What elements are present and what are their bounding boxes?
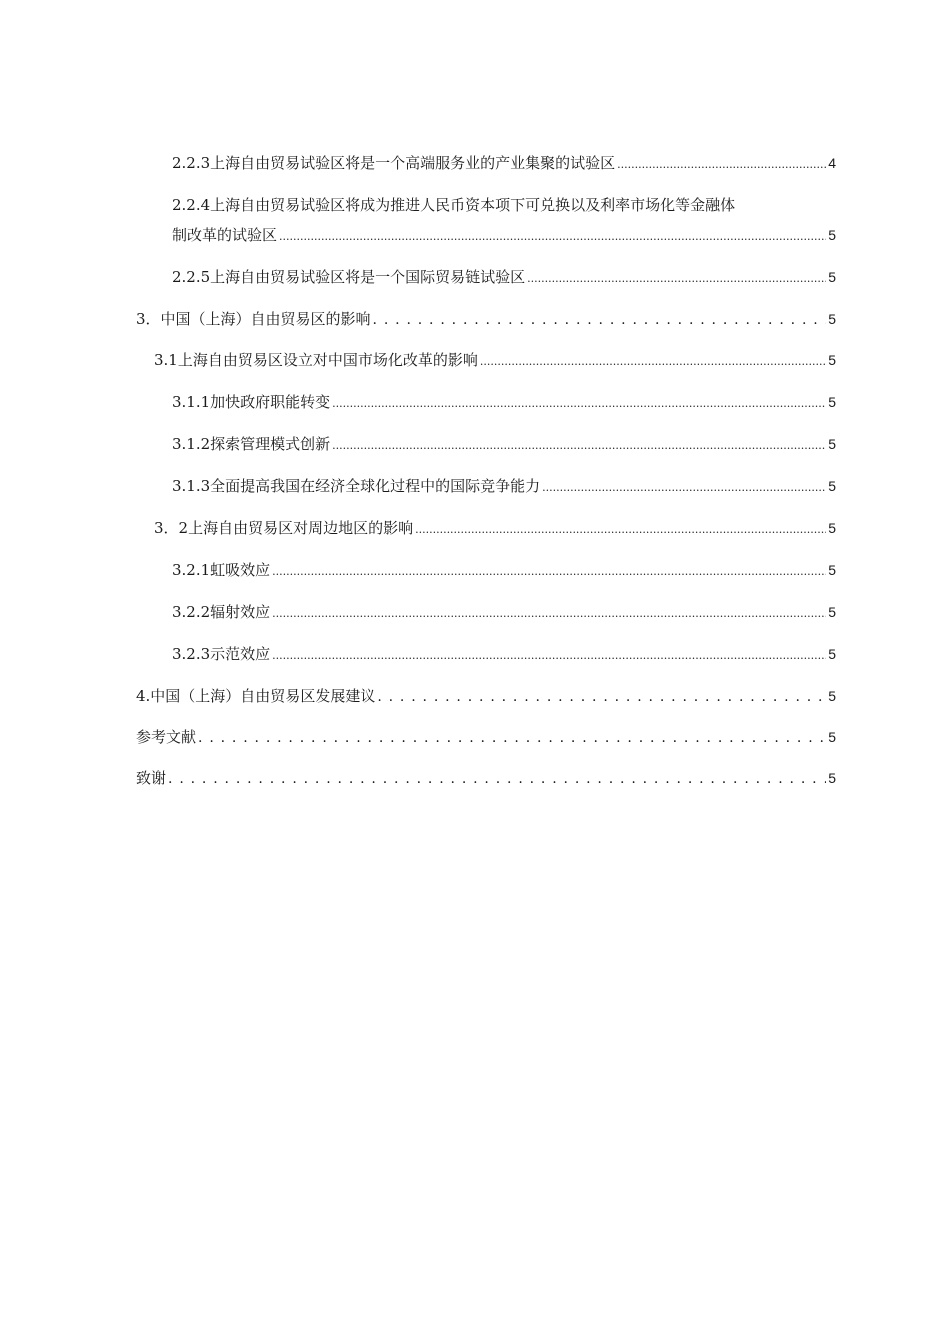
toc-page-number: 5 [828, 604, 836, 620]
toc-entry-2-2-4[interactable] [136, 192, 836, 250]
toc-entry-3-1-1[interactable] [136, 389, 836, 417]
toc-entry-3-2-3[interactable] [136, 641, 836, 669]
toc-title: 3.2.2辐射效应 [172, 603, 271, 621]
dot-leader [279, 222, 826, 250]
toc-page-number: 5 [828, 562, 836, 578]
toc-title: 3.1.1加快政府职能转变 [172, 393, 331, 411]
toc-title: 3.1.3全面提高我国在经济全球化过程中的国际竞争能力 [172, 477, 541, 495]
dot-leader [373, 306, 827, 333]
toc-entry-3-2-2[interactable] [136, 599, 836, 627]
toc-title: 2.2.3上海自由贸易试验区将是一个高端服务业的产业集聚的试验区 [172, 154, 616, 172]
toc-entry-3-1-3[interactable] [136, 473, 836, 501]
dot-leader [617, 150, 826, 178]
toc-entry-2-2-5[interactable] [136, 264, 836, 292]
toc-entry-2-2-3[interactable] [136, 150, 836, 178]
toc-entry-4[interactable] [136, 683, 836, 710]
toc-title: 3．中国（上海）自由贸易区的影响 [136, 310, 371, 328]
toc-title: 致谢 [136, 769, 167, 787]
toc-entry-acknowledgements[interactable] [136, 765, 836, 792]
toc-title: 3．2上海自由贸易区对周边地区的影响 [154, 519, 414, 537]
toc-page-number: 5 [828, 436, 836, 452]
dot-leader [377, 683, 826, 710]
dot-leader [527, 264, 826, 292]
toc-page-number: 5 [828, 520, 836, 536]
toc-title-line1: 2.2.4上海自由贸易试验区将成为推进人民币资本项下可兑换以及利率市场化等金融体 [172, 196, 736, 214]
dot-leader [332, 431, 826, 459]
toc-entry-3-1-2[interactable] [136, 431, 836, 459]
toc-page-number: 4 [828, 155, 836, 171]
toc-title: 3.2.1虹吸效应 [172, 561, 271, 579]
toc-entry-3-2-1[interactable] [136, 557, 836, 585]
toc-page-number: 5 [828, 770, 836, 786]
toc-page-number: 5 [828, 311, 836, 327]
toc-page-number: 5 [828, 646, 836, 662]
toc-page-number: 5 [828, 269, 836, 285]
toc-title-line2: 制改革的试验区 [172, 226, 278, 244]
toc-title: 参考文献 [136, 728, 197, 746]
dot-leader [272, 557, 826, 585]
toc-page-number: 5 [828, 394, 836, 410]
toc-page-number: 5 [828, 729, 836, 745]
dot-leader [168, 765, 826, 792]
toc-entry-3[interactable] [136, 306, 836, 333]
toc-entry-3-1[interactable] [136, 347, 836, 375]
toc-page-number: 5 [828, 227, 836, 243]
dot-leader [272, 641, 826, 669]
toc-entry-3-2[interactable] [136, 515, 836, 543]
dot-leader [480, 347, 826, 375]
dot-leader [542, 473, 826, 501]
toc-title: 3.1上海自由贸易区设立对中国市场化改革的影响 [154, 351, 478, 369]
toc-title: 2.2.5上海自由贸易试验区将是一个国际贸易链试验区 [172, 268, 526, 286]
toc-title: 3.2.3示范效应 [172, 645, 271, 663]
dot-leader [272, 599, 826, 627]
dot-leader [332, 389, 826, 417]
toc-page-number: 5 [828, 478, 836, 494]
toc-page-number: 5 [828, 352, 836, 368]
toc-entry-references[interactable] [136, 724, 836, 751]
table-of-contents [136, 150, 836, 806]
toc-title: 4.中国（上海）自由贸易区发展建议 [136, 687, 376, 705]
toc-page-number: 5 [828, 688, 836, 704]
dot-leader [415, 515, 826, 543]
toc-title: 3.1.2探索管理模式创新 [172, 435, 331, 453]
dot-leader [198, 724, 826, 751]
